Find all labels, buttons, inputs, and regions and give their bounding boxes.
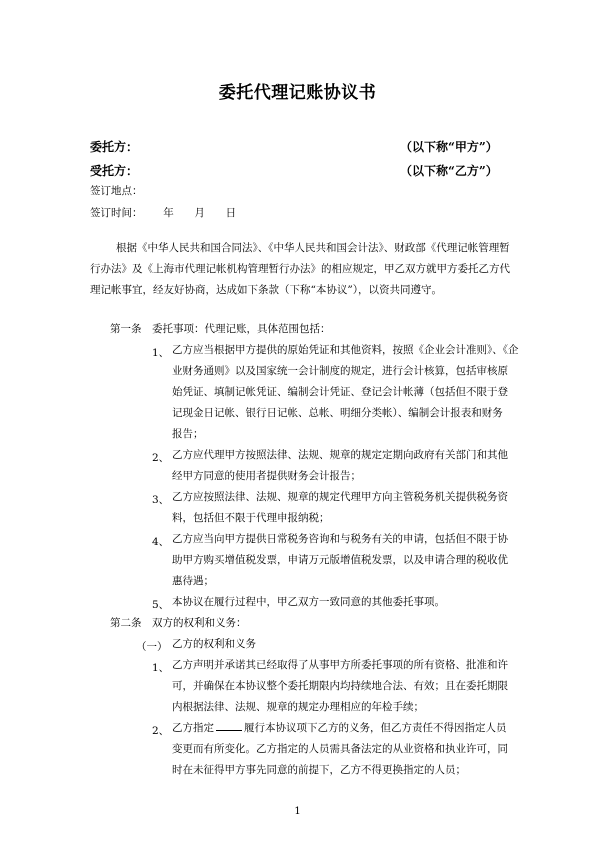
a2-item-2-line: 时在未征得甲方事先同意的前提下，乙方不得更换指定的人员； bbox=[172, 764, 466, 776]
item-number: 1、 bbox=[152, 347, 170, 359]
a1-item-1-line: 乙方应当根据甲方提供的原始凭证和其他资料，按照《企业会计准则》、《企 bbox=[172, 344, 519, 356]
sign-time bbox=[90, 205, 236, 220]
item-number: 3、 bbox=[152, 494, 170, 506]
sign-day: 日 bbox=[225, 207, 237, 219]
a1-item-1-line: 报告； bbox=[172, 428, 204, 440]
sub-section-title: 乙方的权利和义务 bbox=[172, 638, 256, 650]
item-number: 1、 bbox=[152, 662, 170, 674]
sign-year: 年 bbox=[163, 207, 174, 219]
party-a-note: （以下称“甲方”） bbox=[400, 140, 498, 154]
article-2-heading: 第二条 双方的权利和义务： bbox=[110, 617, 247, 629]
a1-item-1-line: 始凭证、填制记帐凭证、编制会计凭证、登记会计帐薄（包括但不限于登 bbox=[172, 386, 508, 398]
a1-item-4-line: 惠待遇； bbox=[172, 575, 214, 587]
a1-item-4-line: 助甲方购买增值税发票，申请万元版增值税发票，以及申请合理的税收优 bbox=[172, 554, 508, 566]
preamble-line: 根据《中华人民共和国合同法》、《中华人民共和国会计法》、财政部《代理记帐管理暂 bbox=[116, 242, 510, 254]
a2-item-1-line: 内根据法律、法规、规章的规定办理相应的年检手续； bbox=[172, 701, 424, 713]
preamble-line: 理记帐事宜，经友好协商，达成如下条款（下称“本协议”），以资共同遵守。 bbox=[90, 284, 442, 296]
sign-month: 月 bbox=[194, 207, 205, 219]
a2-item-2-prefix: 乙方指定 bbox=[172, 722, 214, 734]
a1-item-1-line: 记现金日记帐、银行日记帐、总帐、明细分类帐）、编制会计报表和财务 bbox=[172, 407, 503, 419]
a1-item-4-line: 乙方应当向甲方提供日常税务咨询和与税务有关的申请，包括但不限于协 bbox=[172, 533, 508, 545]
a2-item-2-suffix: 履行本协议项下乙方的义务，但乙方责任不得因指定人员 bbox=[244, 722, 507, 734]
preamble-line: 行办法》及《上海市代理记帐机构管理暂行办法》的相应规定，甲乙双方就甲方委托乙方代 bbox=[90, 263, 510, 275]
a1-item-1-line: 业财务通则》以及国家统一会计制度的规定，进行会计核算，包括审核原 bbox=[172, 365, 508, 377]
a1-item-2-line: 经甲方同意的使用者提供财务会计报告； bbox=[172, 470, 361, 482]
sub-section-number: （一） bbox=[136, 641, 168, 653]
article-1-heading: 第一条 委托事项：代理记账，具体范围包括： bbox=[110, 323, 331, 335]
party-b-note: （以下称“乙方”） bbox=[400, 164, 498, 178]
a2-item-2-line bbox=[172, 718, 507, 739]
blank-underline bbox=[216, 719, 242, 731]
party-a-label: 委托方： bbox=[90, 140, 139, 154]
sign-place: 签订地点： bbox=[90, 185, 143, 197]
a2-item-1-line: 可，并确保在本协议整个委托期限内均持续地合法、有效；且在委托期限 bbox=[172, 680, 508, 692]
a2-item-2-line: 变更而有所变化。乙方指定的人员需具备法定的从业资格和执业许可，同 bbox=[172, 743, 508, 755]
a1-item-3-line: 乙方应按照法律、法规、规章的规定代理甲方向主管税务机关提供税务资 bbox=[172, 491, 508, 503]
page-title: 委托代理记账协议书 bbox=[218, 83, 377, 103]
sign-time-label: 签订时间： bbox=[90, 207, 143, 219]
a1-item-5-line: 本协议在履行过程中，甲乙双方一致同意的其他委托事项。 bbox=[172, 596, 445, 608]
party-b-label: 受托方： bbox=[90, 164, 139, 178]
item-number: 4、 bbox=[152, 536, 170, 548]
a1-item-2-line: 乙方应代理甲方按照法律、法规、规章的规定定期向政府有关部门和其他 bbox=[172, 449, 508, 461]
item-number: 5、 bbox=[152, 599, 170, 611]
page-number: 1 bbox=[294, 806, 301, 817]
a2-item-1-line: 乙方声明并承诺其已经取得了从事甲方所委托事项的所有资格、批准和许 bbox=[172, 659, 508, 671]
a1-item-3-line: 料，包括但不限于代理申报纳税； bbox=[172, 512, 330, 524]
item-number: 2、 bbox=[152, 725, 170, 737]
item-number: 2、 bbox=[152, 452, 170, 464]
